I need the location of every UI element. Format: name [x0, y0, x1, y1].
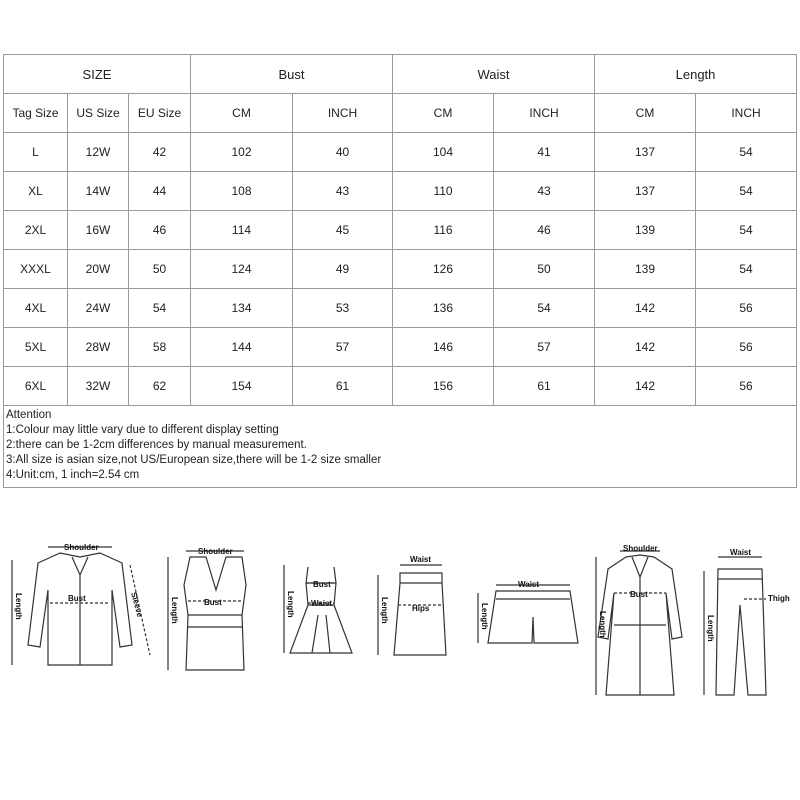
table-cell: 142 [595, 367, 696, 406]
shirt-shoulder-label: Shoulder [64, 543, 99, 552]
table-cell: 139 [595, 250, 696, 289]
table-cell: 43 [494, 172, 595, 211]
table-cell: 137 [595, 172, 696, 211]
table-cell: 146 [393, 328, 494, 367]
group-header-row [4, 55, 797, 94]
table-cell: 4XL [4, 289, 68, 328]
shorts-length-label: Length [480, 603, 489, 630]
shirt-illustration [12, 543, 150, 665]
table-cell: 45 [293, 211, 393, 250]
tank-length-label: Length [170, 597, 179, 624]
header-bust: Bust [191, 55, 393, 94]
table-cell: 50 [129, 250, 191, 289]
col-header: INCH [494, 94, 595, 133]
col-header: US Size [68, 94, 129, 133]
table-cell: 126 [393, 250, 494, 289]
table-cell: 50 [494, 250, 595, 289]
note-item: 4:Unit:cm, 1 inch=2.54 cm [6, 469, 140, 481]
table-cell: 56 [696, 328, 797, 367]
table-cell: 144 [191, 328, 293, 367]
shorts-waist-label: Waist [518, 580, 540, 589]
table-cell: 43 [293, 172, 393, 211]
table-cell: 54 [129, 289, 191, 328]
dress-bust-label: Bust [313, 580, 331, 589]
table-cell: 16W [68, 211, 129, 250]
pants-length-label: Length [706, 615, 715, 642]
table-cell: 139 [595, 211, 696, 250]
dress-length-label: Length [286, 591, 295, 618]
table-cell: 110 [393, 172, 494, 211]
table-cell: 42 [129, 133, 191, 172]
col-header: CM [595, 94, 696, 133]
table-cell: 44 [129, 172, 191, 211]
note-item: 3:All size is asian size,not US/European size,there will be 1-2 size smaller [6, 454, 382, 466]
table-cell: 58 [129, 328, 191, 367]
table-cell: 54 [696, 172, 797, 211]
dress-waist-label: Waist [311, 599, 333, 608]
note-item: 1:Colour may little vary due to different display setting [6, 424, 279, 436]
coat-bust-label: Bust [630, 590, 648, 599]
table-cell: 54 [696, 211, 797, 250]
table-cell: 54 [696, 250, 797, 289]
table-cell: 57 [494, 328, 595, 367]
coat-illustration [596, 544, 682, 695]
header-length: Length [595, 55, 797, 94]
table-cell: 56 [696, 367, 797, 406]
col-header: CM [191, 94, 293, 133]
table-cell: 137 [595, 133, 696, 172]
table-cell: 108 [191, 172, 293, 211]
table-cell: XXXL [4, 250, 68, 289]
shorts-illustration [478, 580, 578, 643]
table-cell: 46 [494, 211, 595, 250]
table-cell: 53 [293, 289, 393, 328]
table-cell: 14W [68, 172, 129, 211]
table-cell: 6XL [4, 367, 68, 406]
table-cell: 41 [494, 133, 595, 172]
table-cell: 24W [68, 289, 129, 328]
table-cell: 154 [191, 367, 293, 406]
table-cell: 114 [191, 211, 293, 250]
table-row [4, 367, 797, 406]
table-cell: 102 [191, 133, 293, 172]
table-cell: 136 [393, 289, 494, 328]
table-cell: 54 [494, 289, 595, 328]
table-row [4, 172, 797, 211]
table-cell: 134 [191, 289, 293, 328]
table-cell: 54 [696, 133, 797, 172]
table-row [4, 133, 797, 172]
pants-thigh-label: Thigh [768, 594, 790, 603]
table-row [4, 211, 797, 250]
size-chart-table [3, 54, 797, 488]
table-cell: L [4, 133, 68, 172]
table-cell: 124 [191, 250, 293, 289]
col-header: EU Size [129, 94, 191, 133]
shirt-bust-label: Bust [68, 594, 86, 603]
notes-row [4, 406, 797, 488]
table-cell: 32W [68, 367, 129, 406]
table-cell: 2XL [4, 211, 68, 250]
skirt-illustration [378, 555, 446, 655]
notes-heading: Attention [6, 409, 52, 421]
table-cell: 61 [494, 367, 595, 406]
table-cell: 61 [293, 367, 393, 406]
attention-notes [4, 406, 797, 488]
col-header: INCH [293, 94, 393, 133]
skirt-waist-label: Waist [410, 555, 432, 564]
pants-waist-label: Waist [730, 548, 752, 557]
table-cell: 62 [129, 367, 191, 406]
table-row [4, 289, 797, 328]
col-header: Tag Size [4, 94, 68, 133]
table-cell: 49 [293, 250, 393, 289]
pants-illustration [704, 548, 790, 695]
shirt-length-label: Length [14, 593, 23, 620]
table-cell: 104 [393, 133, 494, 172]
coat-length-label: Length [598, 611, 607, 638]
coat-shoulder-label: Shoulder [623, 544, 658, 553]
header-size: SIZE [4, 55, 191, 94]
table-cell: 56 [696, 289, 797, 328]
measurement-guide [0, 535, 800, 715]
table-cell: 57 [293, 328, 393, 367]
table-cell: 5XL [4, 328, 68, 367]
table-cell: 28W [68, 328, 129, 367]
skirt-hips-label: Hips [412, 604, 430, 613]
tank-shoulder-label: Shoulder [198, 547, 233, 556]
table-cell: 46 [129, 211, 191, 250]
sub-header-row [4, 94, 797, 133]
table-cell: 20W [68, 250, 129, 289]
note-item: 2:there can be 1-2cm differences by manual measurement. [6, 439, 307, 451]
table-cell: 142 [595, 328, 696, 367]
table-row [4, 328, 797, 367]
col-header: INCH [696, 94, 797, 133]
col-header: CM [393, 94, 494, 133]
dress-illustration [284, 565, 352, 653]
tank-bust-label: Bust [204, 598, 222, 607]
table-cell: XL [4, 172, 68, 211]
table-cell: 40 [293, 133, 393, 172]
table-row [4, 250, 797, 289]
table-cell: 142 [595, 289, 696, 328]
table-cell: 12W [68, 133, 129, 172]
table-cell: 156 [393, 367, 494, 406]
tank-illustration [168, 547, 246, 670]
header-waist: Waist [393, 55, 595, 94]
table-cell: 116 [393, 211, 494, 250]
skirt-length-label: Length [380, 597, 389, 624]
shirt-sleeve-label: Sleeve [129, 591, 145, 619]
